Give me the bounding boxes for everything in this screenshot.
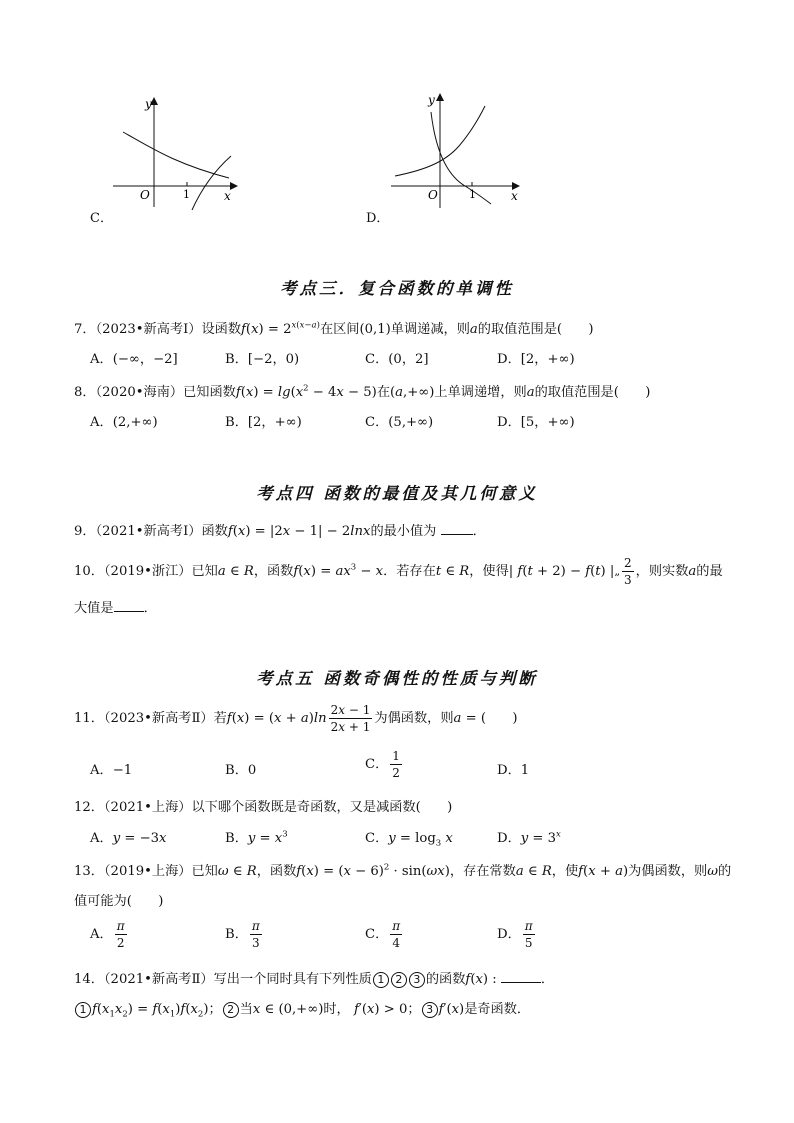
question-8: 8．（2020•海南）已知函数$f(x) = \lg(x^2 - 4x - 5)$在(a,+∞)上单调递增，则a的取值范围是( ) [74, 383, 651, 400]
q11-option-a[interactable]: A．−1 [90, 763, 133, 778]
answer-blank[interactable] [501, 982, 541, 983]
section-title-3: 考点三．复合函数的单调性 [280, 279, 514, 298]
q11-option-c[interactable]: C． $\frac{1}{2}$ [365, 749, 400, 780]
section-title-4: 考点四 函数的最值及其几何意义 [256, 484, 538, 503]
question-14-properties: 1 $f(x_1x_2) = f(x_1)f(x_2)$； 2 当x ∈ (0,+∞)时， f′(x) > 0； 3 f′(x)是奇函数． [74, 998, 530, 1020]
answer-blank[interactable] [114, 611, 144, 612]
q11-option-d[interactable]: D．1 [497, 763, 530, 778]
circled-2-icon: 2 [223, 1002, 239, 1018]
q12-option-c[interactable]: C．$y = \log_3 x$ [365, 831, 453, 849]
q8-option-d[interactable]: D．[5，+∞) [497, 415, 575, 430]
origin-label: O [428, 188, 438, 202]
q12-option-a[interactable]: A．y = −3x [90, 831, 167, 846]
question-14: 14．（2021•新高考Ⅱ）写出一个同时具有下列性质 1 2 3 的函数f(x) : ． [74, 972, 555, 987]
q7-option-c[interactable]: C．(0，2] [365, 352, 429, 367]
q8-option-b[interactable]: B．[2，+∞) [225, 415, 302, 430]
circled-3-icon: 3 [409, 972, 425, 988]
question-7: 7．（2023•新高考Ⅰ）设函数$f(x) = 2^{x(x-a)}$在区间(0,1)单调递减，则a的取值范围是( ) [74, 320, 594, 337]
option-d-label: D． [366, 211, 390, 226]
graph-c [105, 92, 245, 212]
question-13: 13．（2019•上海）已知ω ∈ R，函数$f(x) = (x - 6)^2 \cdot \sin(\omega x)$，存在常数a ∈ R，使f(x + a)为偶函数，则ω的 [74, 862, 732, 879]
x-axis-label: x [511, 189, 518, 203]
question-9: 9．（2021•新高考Ⅰ）函数f(x) = |2x − 1| − 2lnx的最小值为 ． [74, 524, 486, 539]
q7-option-d[interactable]: D．[2，+∞) [497, 352, 575, 367]
q8-option-a[interactable]: A．(2,+∞) [90, 415, 158, 430]
circled-1-icon: 1 [373, 972, 389, 988]
q12-option-b[interactable]: B．$y = x^3$ [225, 829, 288, 846]
y-axis-label: y [428, 93, 435, 107]
tick-one-label: 1 [183, 188, 190, 201]
q7-option-a[interactable]: A．(−∞，−2] [90, 352, 178, 367]
option-c-label: C． [90, 211, 113, 226]
q8-option-c[interactable]: C．(5,+∞) [365, 415, 434, 430]
question-11: 11．（2023•新高考Ⅱ）若f(x) = (x + a)ln $\frac{2x - 1}{2x + 1}$ 为偶函数，则a = ( ) [74, 703, 518, 734]
question-13-line-2: 值可能为( ) [74, 894, 164, 909]
section-title-5: 考点五 函数奇偶性的性质与判断 [256, 669, 538, 688]
decreasing-curve [123, 132, 229, 178]
tick-one-label: 1 [469, 188, 476, 201]
q7-option-b[interactable]: B．[−2，0) [225, 352, 300, 367]
y-axis-label: y [145, 97, 152, 111]
answer-blank[interactable] [441, 534, 473, 535]
x-axis-label: x [224, 189, 231, 203]
question-12: 12．（2021•上海）以下哪个函数既是奇函数，又是减函数( ) [74, 800, 453, 815]
circled-1-icon: 1 [75, 1002, 91, 1018]
question-10-line-2: 大值是 ． [74, 601, 157, 616]
q13-option-b[interactable]: B． $\frac{\pi}{3}$ [225, 919, 260, 950]
q13-option-d[interactable]: D． $\frac{\pi}{5}$ [497, 919, 533, 950]
q13-option-c[interactable]: C． $\frac{\pi}{4}$ [365, 919, 401, 950]
q12-option-d[interactable]: D．$y = 3^x$ [497, 829, 561, 846]
circled-2-icon: 2 [391, 972, 407, 988]
origin-label: O [140, 188, 150, 202]
graph-d [385, 88, 525, 213]
q11-option-b[interactable]: B．0 [225, 763, 257, 778]
circled-3-icon: 3 [422, 1002, 438, 1018]
q13-option-a[interactable]: A． $\frac{\pi}{2}$ [90, 919, 125, 950]
question-10: 10．（2019•浙江）已知a ∈ R，函数$f(x) = ax^3 - x$．若存在t ∈ R，使得| f(t + 2) − f(t) |„ $\frac{2}{3}$ ，则实数a的最 [74, 556, 723, 587]
